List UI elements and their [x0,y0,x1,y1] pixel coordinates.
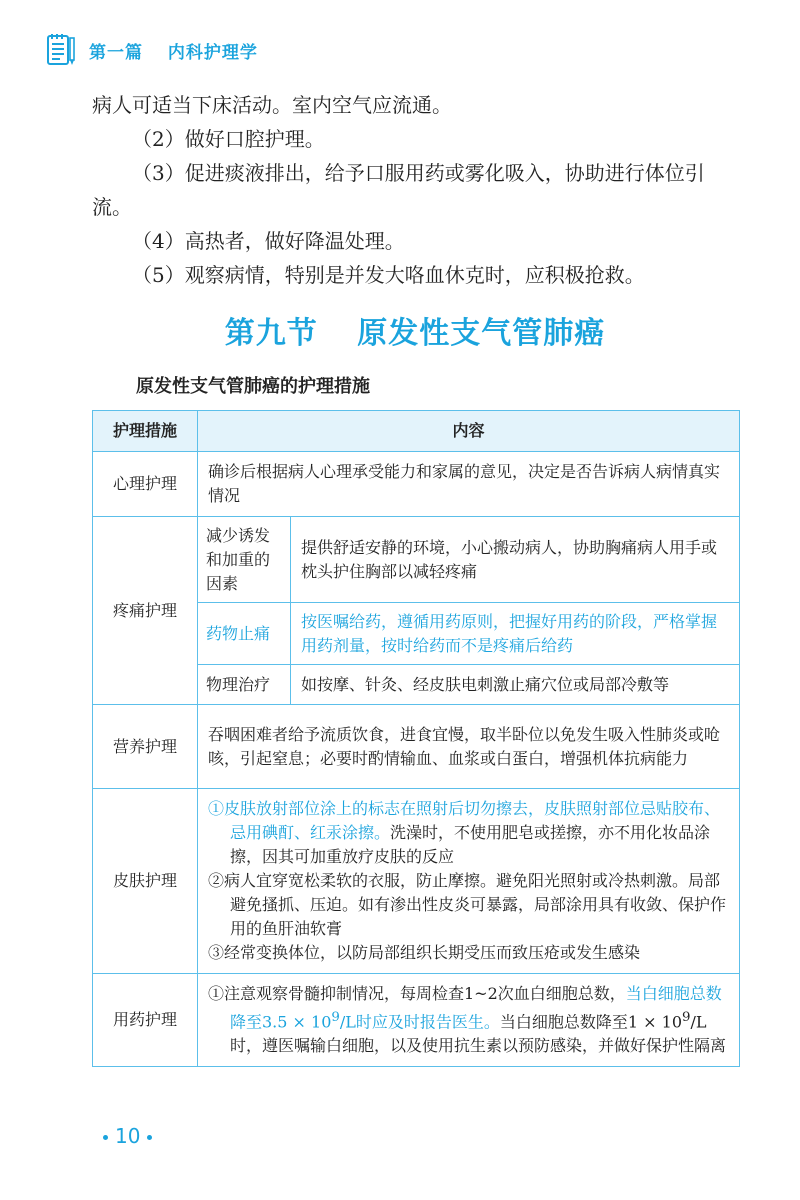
section-title: 原发性支气管肺癌 [357,316,606,351]
care-item-2: （2）做好口腔护理。 [132,127,325,151]
drug-text-b: 当白细胞总数降至1 × 10 [499,1012,683,1032]
row-content: 吞咽困难者给予流质饮食，进食宜慢，取半卧位以免发生吸入性肺炎或呛咳，引起窒息；必要时酌情输血、血浆或白蛋白，增强机体抗病能力 [198,705,740,789]
row-label: 心理护理 [93,452,198,517]
row-content: 确诊后根据病人心理承受能力和家属的意见，决定是否告诉病人病情真实情况 [198,452,740,517]
table-row-psych [93,452,740,517]
care-item-4: （4）高热者，做好降温处理。 [132,229,405,253]
paragraph-continuation: 病人可适当下床活动。室内空气应流通。 [92,93,452,117]
col-header-measure: 护理措施 [93,411,198,452]
sub-content: 提供舒适安静的环境，小心搬动病人，协助胸痛病人用手或枕头护住胸部以减轻疼痛 [291,517,740,603]
drug-highlight-a: 当白细胞总数降至3.5 × 10 [230,984,722,1032]
drug-text-exp: 9 [682,1010,691,1025]
previous-section-text [92,88,744,292]
part-label: 第一篇 [89,42,143,63]
sub-content: 按医嘱给药，遵循用药原则，把握好用药的阶段，严格掌握用药剂量，按时给药而不是疼痛后给药 [291,603,740,665]
skin-item-1 [208,797,729,869]
table-caption: 原发性支气管肺癌的护理措施 [136,376,370,397]
sub-label: 减少诱发和加重的因素 [198,517,291,603]
page-number [96,1124,159,1148]
table-row-nutrition [93,705,740,789]
book-title: 内科护理学 [167,42,258,63]
table-row-skin [93,789,740,974]
page-header [45,30,258,70]
drug-text-c: /L时，遵医嘱输白细胞，以及使用抗生素以预防感染，并做好保护性隔离 [230,1012,727,1056]
drug-item-1 [208,982,729,1058]
care-item-3: （3）促进痰液排出，给予口服用药或雾化吸入，协助进行体位引流。 [92,161,705,219]
table-row-pain-sub1 [93,517,740,603]
table-header-row [93,411,740,452]
sub-label: 药物止痛 [198,603,291,665]
col-header-content: 内容 [198,411,740,452]
page-number-value: 10 [115,1124,141,1148]
row-label: 疼痛护理 [93,517,198,705]
row-content [198,974,740,1067]
row-label: 用药护理 [93,974,198,1067]
row-label: 皮肤护理 [93,789,198,974]
row-label: 营养护理 [93,705,198,789]
skin-item-2: ②病人宜穿宽松柔软的衣服，防止摩擦。避免阳光照射或冷热刺激。局部避免搔抓、压迫。如有渗出性皮炎可暴露，局部涂用具有收敛、保护作用的鱼肝油软膏 [208,871,727,938]
care-item-5: （5）观察病情，特别是并发大咯血休克时，应积极抢救。 [132,263,645,287]
sub-content: 如按摩、针灸、经皮肤电刺激止痛穴位或局部冷敷等 [291,665,740,705]
bullet-dot-icon [103,1135,108,1140]
table-row-drug [93,974,740,1067]
skin-item-1-highlight: ①皮肤放射部位涂上的标志在照射后切勿擦去，皮肤照射部位忌贴胶布、忌用碘酊、红汞涂擦。 [208,799,721,842]
drug-highlight-exp: 9 [331,1010,340,1025]
skin-item-1-rest: 洗澡时，不使用肥皂或搓擦，亦不用化妆品涂擦，因其可加重放疗皮肤的反应 [230,823,711,866]
row-content [198,789,740,974]
bullet-dot-icon [147,1135,152,1140]
section-number: 第九节 [224,316,318,351]
sub-label: 物理治疗 [198,665,291,705]
notebook-pencil-icon [45,32,77,68]
skin-item-3: ③经常变换体位，以防局部组织长期受压而致压疮或发生感染 [208,943,641,962]
section-heading [0,308,800,352]
nursing-measures-table [92,410,740,1067]
drug-text-a: ①注意观察骨髓抑制情况，每周检查1~2次血白细胞总数， [208,984,626,1003]
drug-highlight-b: /L时应及时报告医生。 [339,1012,500,1032]
